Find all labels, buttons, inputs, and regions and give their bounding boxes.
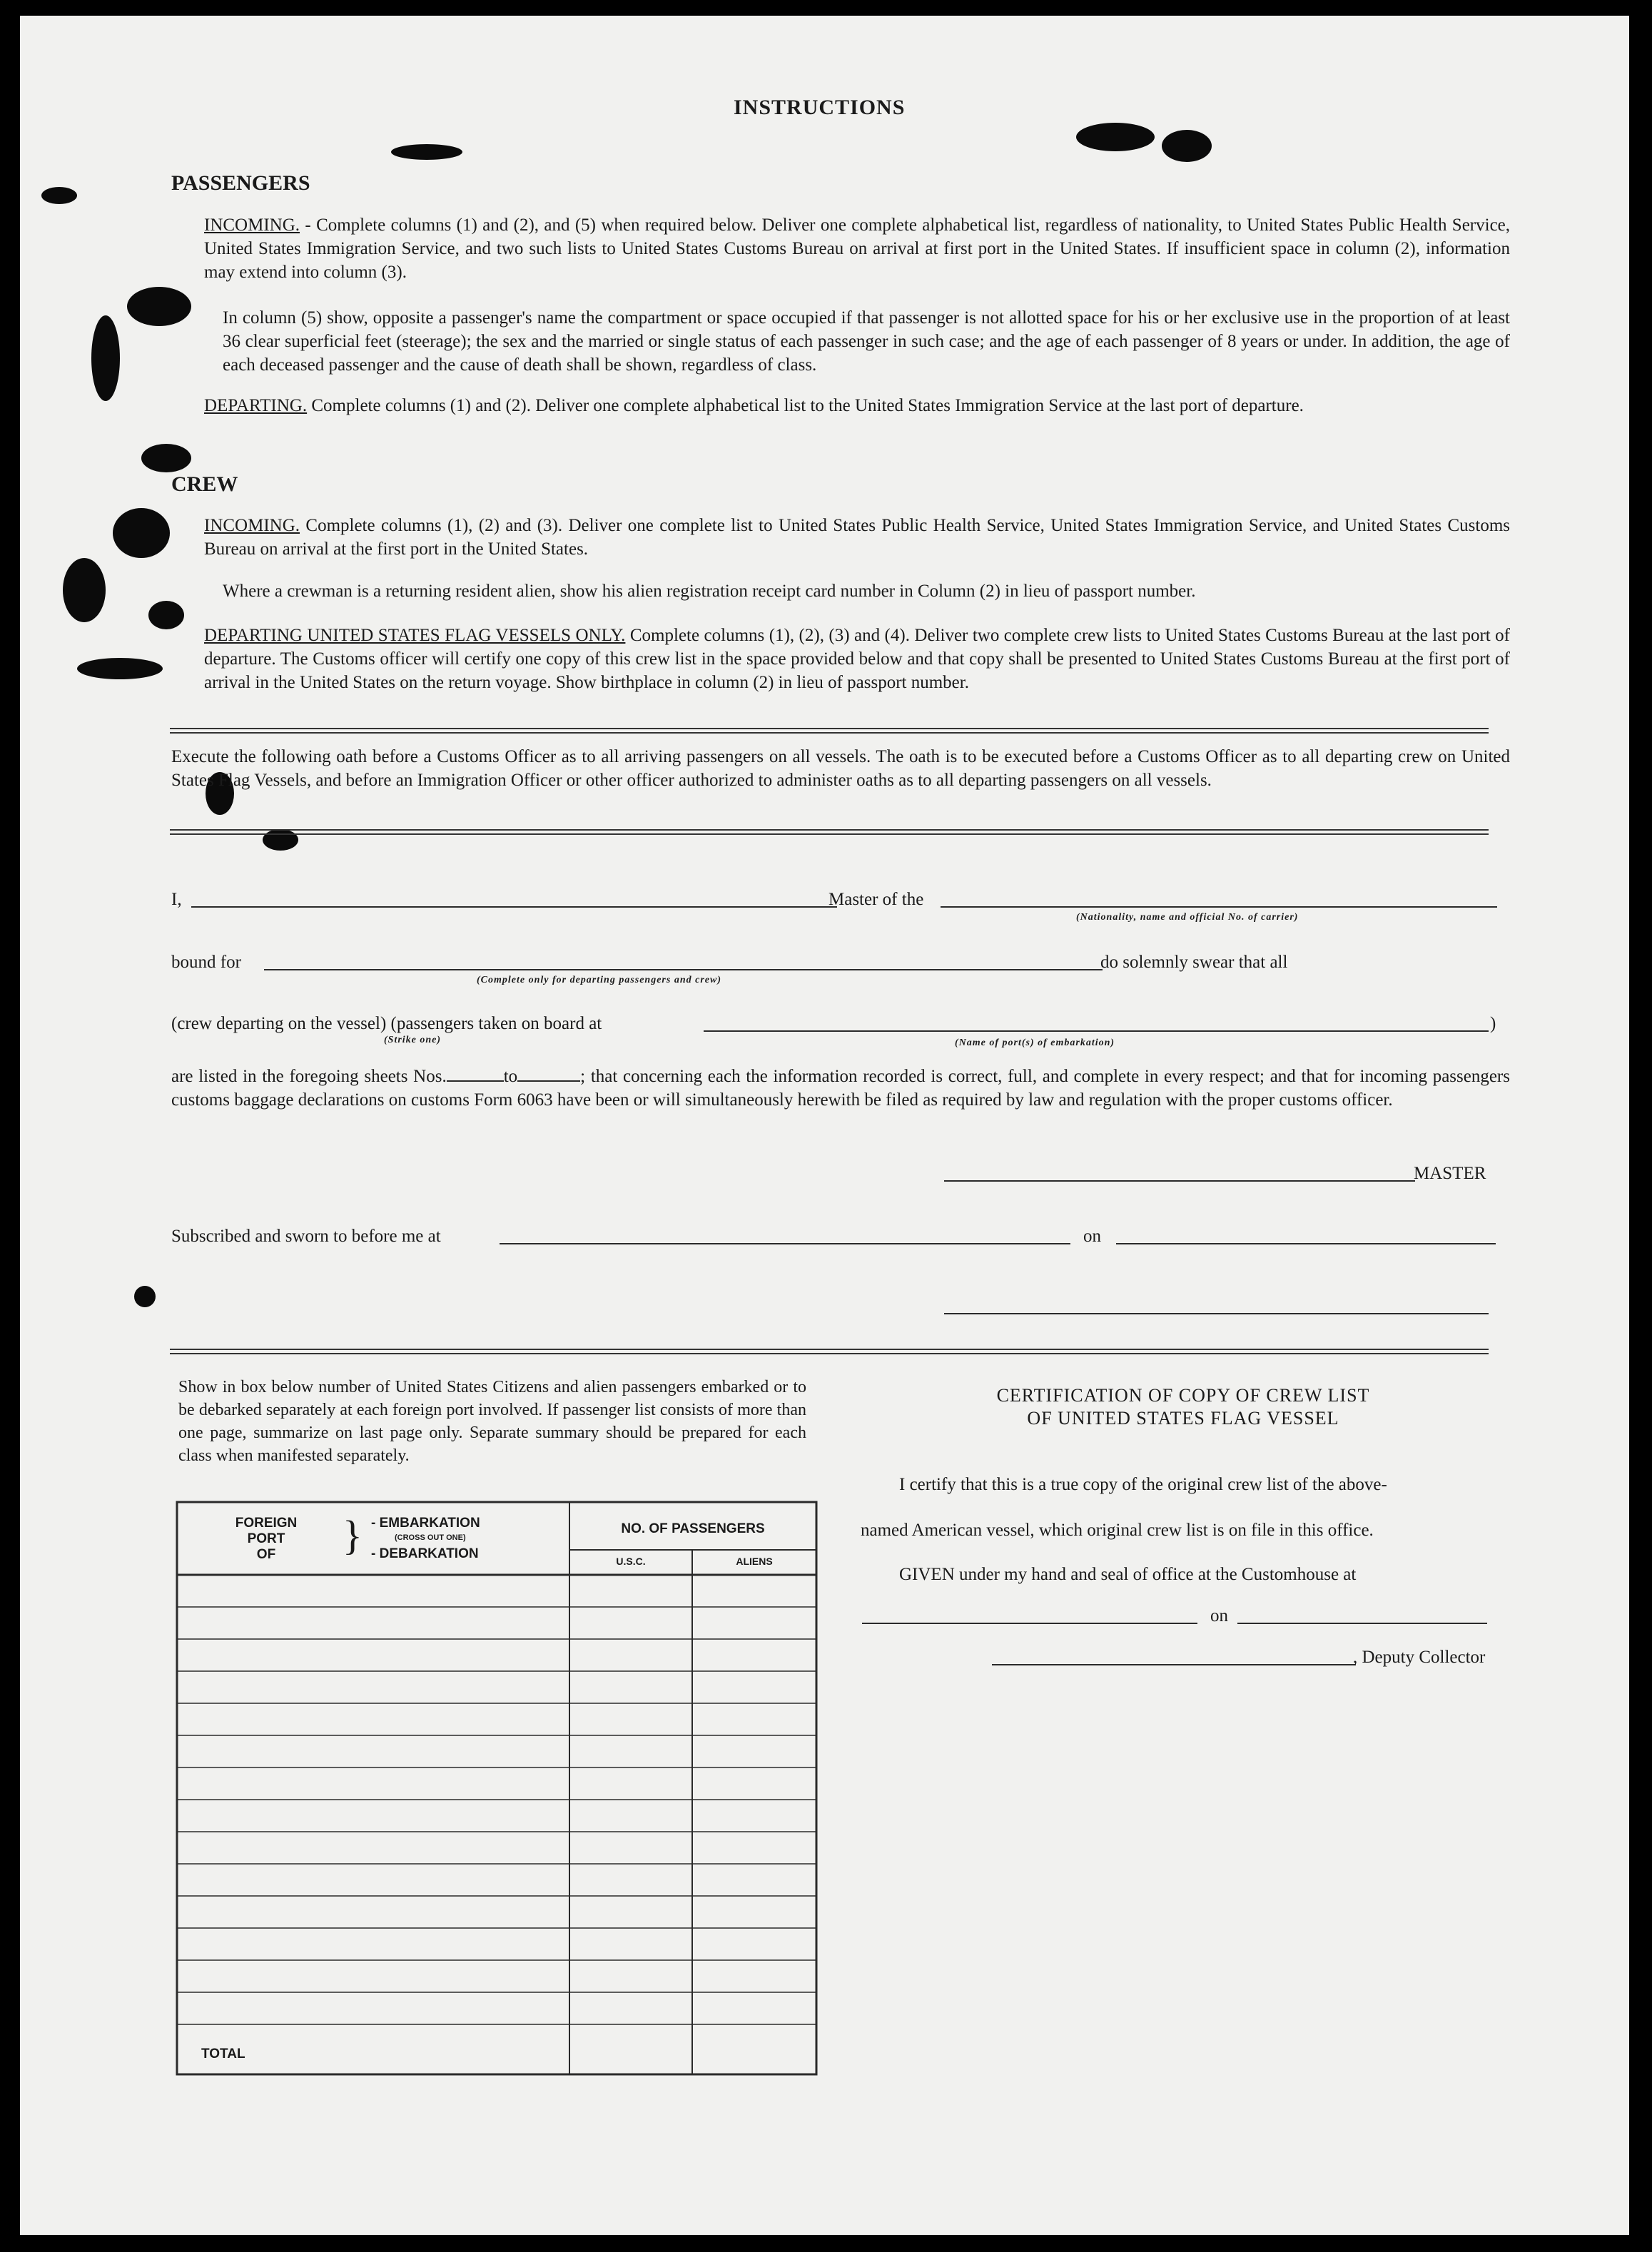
crew-passengers-text: (crew departing on the vessel) (passengers taken on board at [171,1014,602,1033]
certification-title [862,1384,1504,1430]
aliens-header: ALIENS [736,1556,773,1567]
customhouse-place-field[interactable] [862,1623,1197,1624]
certification-title-line2: OF UNITED STATES FLAG VESSEL [1027,1408,1339,1429]
passengers-column5: In column (5) show, opposite a passenger's name the compartment or space occupied if that passenger is not allotted space for his or her exclusive use in the proportion of at least 36 clear superficial feet (steerage); the sex and the married or single status of each passenger in such case; and the age of each passenger of 8 years or under. In addition, the age of each deceased passenger and the cause of death shall be shown, regardless of class. [223,308,1510,375]
crew-departing-label: DEPARTING UNITED STATES FLAG VESSELS ONLY. [204,626,626,645]
summary-instruction: Show in box below number of United States Citizens and alien passengers embarked or to be debarked separately at each foreign port involved. If passenger list consists of more than one page, summarize on last page only. Separate summary should be prepared for each class when manifested separately. [178,1378,806,1465]
cert-on-label: on [1210,1606,1228,1625]
embarkation-header: - EMBARKATION [371,1516,480,1531]
summary-table-grid [20,16,1629,2235]
deputy-signature-field[interactable] [992,1664,1356,1665]
certification-title-line1: CERTIFICATION OF COPY OF CREW LIST [996,1385,1370,1406]
subscribed-on-label: on [1083,1227,1101,1246]
brace-icon: } [343,1512,363,1558]
oath-i: I, [171,890,182,909]
crew-incoming-label: INCOMING. [204,516,300,535]
passengers-incoming-text: - Complete columns (1) and (2), and (5) when required below. Deliver one complete alphabetical list, regardless of nationality, to United States Public Health Service, United States Immigration Service, and two such lists to United States Customs Bureau on arrival at first port in the United States. If insufficient space in column (2), information may extend into column (3). [204,215,1511,282]
no-of-passengers-header: NO. OF PASSENGERS [621,1521,765,1536]
certify-line2: named American vessel, which original crew list is on file in this office. [861,1521,1374,1540]
to-label: to [503,1067,518,1086]
document-page [20,16,1629,2235]
usc-header: U.S.C. [616,1556,646,1567]
given-line: GIVEN under my hand and seal of office at the Customhouse at [899,1565,1357,1584]
page-title: INSTRUCTIONS [734,96,906,119]
crew-heading: CREW [171,472,238,496]
debarkation-header: - DEBARKATION [371,1546,479,1561]
passengers-heading: PASSENGERS [171,171,310,195]
foreign-port-of-header: FOREIGN PORT OF [235,1516,298,1562]
master-label: MASTER [1414,1164,1486,1183]
master-of-the-label: Master of the [828,890,924,909]
crew-resident-alien: Where a crewman is a returning resident alien, show his alien registration receipt card number in Column (2) in lieu of passport number. [223,582,1196,601]
passengers-incoming-label: INCOMING. [204,215,300,235]
certify-line1: I certify that this is a true copy of the original crew list of the above- [899,1475,1387,1494]
deputy-collector-label: , Deputy Collector [1353,1648,1486,1667]
crew-departing-text: Complete columns (1), (2), (3) and (4). Deliver two complete crew lists to United States Customs Bureau at the last port of departure. The Customs officer will certify one copy of this crew list in the space provided below and that copy shall be presented to United States Customs Bureau at the first port of arrival in the United States on the return voyage. Show birthplace in column (2) in lieu of passport number. [204,626,1510,692]
nationality-hint: (Nationality, name and official No. of carrier) [1076,912,1299,923]
strike-one-hint: (Strike one) [384,1035,442,1045]
listed-nos-label: are listed in the foregoing sheets Nos. [171,1067,447,1086]
subscribed-label: Subscribed and sworn to before me at [171,1227,441,1246]
ports-hint: (Name of port(s) of embarkation) [955,1038,1115,1048]
bound-hint: (Complete only for departing passengers and crew) [477,975,721,985]
oath-instruction: Execute the following oath before a Customs Officer as to all arriving passengers on all vessels. The oath is to be executed before a Customs Officer as to all departing crew on United States Flag Vessels, and before an Immigration Officer or other officer authorized to administer oaths as to all departing passengers on all vessels. [171,747,1510,790]
close-paren: ) [1490,1014,1496,1033]
oath-rest: ; that concerning each the information recorded is correct, full, and complete in every respect; and that for incoming passengers customs baggage declarations on customs Form 6063 have been or will simultaneously herewith be filed as required by law and regulation with the proper customs officer. [171,1067,1510,1110]
swear-text: do solemnly swear that all [1100,953,1288,972]
total-row-label: TOTAL [201,2046,245,2061]
cross-out-note: (CROSS OUT ONE) [395,1533,466,1542]
passengers-departing-label: DEPARTING. [204,396,308,415]
cert-date-field[interactable] [1237,1623,1487,1624]
bound-for-label: bound for [171,953,241,972]
crew-incoming-text: Complete columns (1), (2) and (3). Deliver one complete list to United States Public Health Service, United States Immigration Service, and United States Customs Bureau on arrival at the first port in the United States. [204,516,1511,559]
passengers-departing-text: Complete columns (1) and (2). Deliver one complete alphabetical list to the United States Immigration Service at the last port of departure. [311,396,1304,415]
